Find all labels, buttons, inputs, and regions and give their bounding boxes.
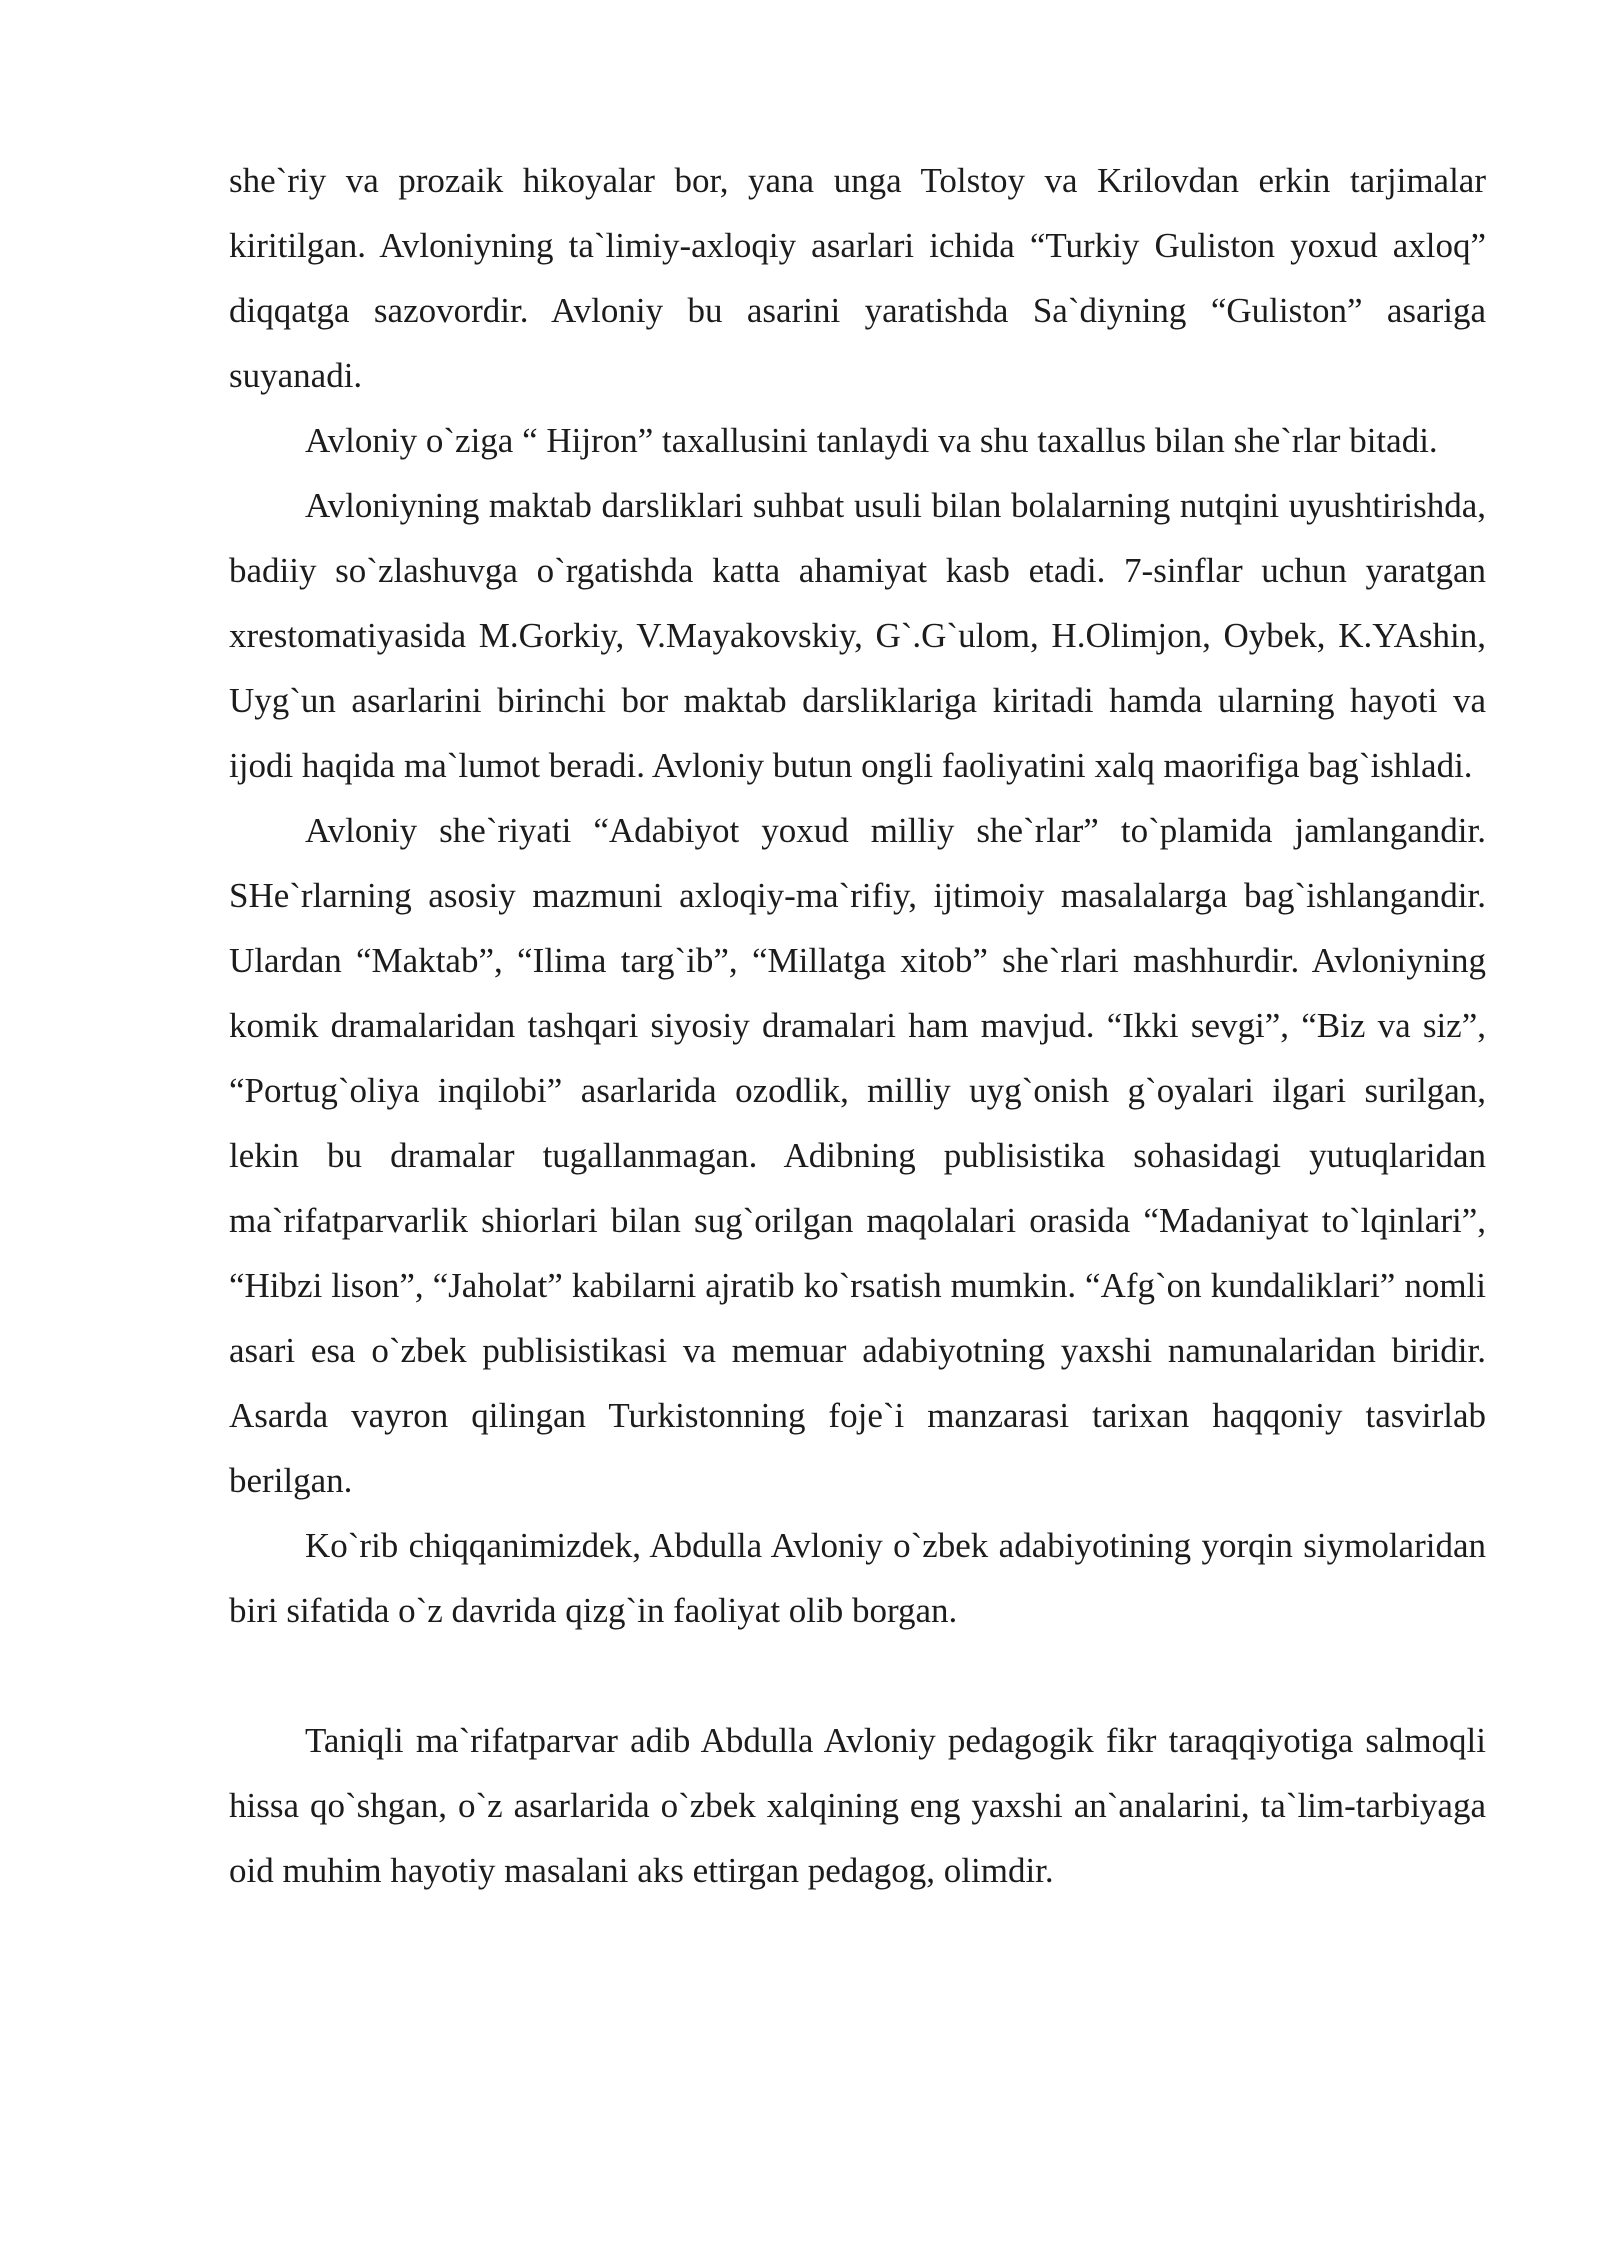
paragraph-conclusion: Ko`rib chiqqanimizdek, Abdulla Avloniy o`zbek adabiyotining yorqin siymolaridan biri sifatida o`z davrida qizg`in faoliyat olib borgan. (229, 1526, 1486, 1630)
paragraph-pedagogue: Taniqli ma`rifatparvar adib Abdulla Avloniy pedagogik fikr taraqqiyotiga salmoqli hissa qo`shgan, o`z asarlarida o`zbek xalqining eng yaxshi an`analarini, ta`lim-tarbiyaga oid muhim hayotiy masalani aks ettirgan pedagog, olimdir. (229, 1721, 1486, 1890)
paragraph-continuation: she`riy va prozaik hikoyalar bor, yana unga Tolstoy va Krilovdan erkin tarjimalar kiritilgan. Avloniyning ta`limiy-axloqiy asarlari ichida “Turkiy Guliston yoxud axloq” diqqatga sazovordir. Avloniy bu asarini yaratishda Sa`diyning “Guliston” asariga suyanadi. (229, 161, 1486, 395)
paragraph-hijron-pen-name: Avloniy o`ziga “ Hijron” taxallusini tanlaydi va shu taxallus bilan she`rlar bitadi. (305, 421, 1438, 460)
document-body (229, 148, 1486, 1903)
paragraph-spacer (229, 1643, 1486, 1708)
paragraph-poetry-and-drama: Avloniy she`riyati “Adabiyot yoxud milliy she`rlar” to`plamida jamlangandir. SHe`rlarning asosiy mazmuni axloqiy-ma`rifiy, ijtimoiy masalalarga bag`ishlangandir. Ulardan “Maktab”, “Ilima targ`ib”, “Millatga xitob” she`rlari mashhurdir. Avloniyning komik dramalaridan tashqari siyosiy dramalari ham mavjud. “Ikki sevgi”, “Biz va siz”, “Portug`oliya inqilobi” asarlarida ozodlik, milliy uyg`onish g`oyalari ilgari surilgan, lekin bu dramalar tugallanmagan. Adibning publisistika sohasidagi yutuqlaridan ma`rifatparvarlik shiorlari bilan sug`orilgan maqolalari orasida “Madaniyat to`lqinlari”, “Hibzi lison”, “Jaholat” kabilarni ajratib ko`rsatish mumkin. “Afg`on kundaliklari” nomli asari esa o`zbek publisistikasi va memuar adabiyotning yaxshi namunalaridan biridir. Asarda vayron qilingan Turkistonning foje`i manzarasi tarixan haqqoniy tasvirlab berilgan. (229, 811, 1486, 1500)
paragraph-school-textbooks: Avloniyning maktab darsliklari suhbat usuli bilan bolalarning nutqini uyushtirishda, badiiy so`zlashuvga o`rgatishda katta ahamiyat kasb etadi. 7-sinflar uchun yaratgan xrestomatiyasida M.Gorkiy, V.Mayakovskiy, G`.G`ulom, H.Olimjon, Oybek, K.YAshin, Uyg`un asarlarini birinchi bor maktab darsliklariga kiritadi hamda ularning hayoti va ijodi haqida ma`lumot beradi. Avloniy butun ongli faoliyatini xalq maorifiga bag`ishladi. (229, 486, 1486, 785)
